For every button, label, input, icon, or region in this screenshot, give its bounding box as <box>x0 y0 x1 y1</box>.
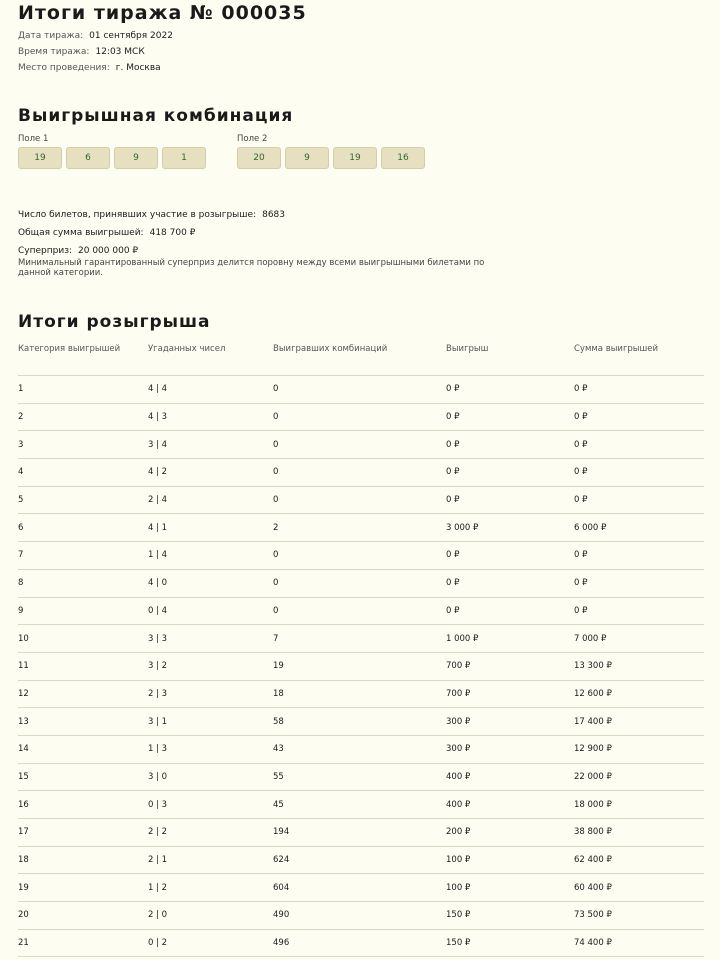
table-row <box>18 459 704 487</box>
table-cell: 21 <box>18 929 148 957</box>
table-cell: 604 <box>273 874 446 902</box>
results-table <box>18 344 704 957</box>
table-cell: 3 | 1 <box>148 708 273 736</box>
table-cell: 0 ₽ <box>574 486 704 514</box>
ball: 16 <box>381 147 425 169</box>
table-cell: 13 300 ₽ <box>574 652 704 680</box>
table-cell: 0 ₽ <box>446 376 574 404</box>
combination-title: Выигрышная комбинация <box>18 106 294 126</box>
draw-place <box>18 63 161 73</box>
draw-time-value: 12:03 МСК <box>95 47 145 57</box>
table-cell: 7 <box>273 625 446 653</box>
table-row <box>18 735 704 763</box>
table-cell: 0 ₽ <box>446 459 574 487</box>
table-cell: 2 | 1 <box>148 846 273 874</box>
table-cell: 5 <box>18 486 148 514</box>
table-cell: 74 400 ₽ <box>574 929 704 957</box>
total-winnings-label: Общая сумма выигрышей: <box>18 228 144 238</box>
table-cell: 55 <box>273 763 446 791</box>
table-cell: 22 000 ₽ <box>574 763 704 791</box>
table-cell: 62 400 ₽ <box>574 846 704 874</box>
table-row <box>18 652 704 680</box>
column-header: Угаданных чисел <box>148 344 273 376</box>
table-cell: 1 | 2 <box>148 874 273 902</box>
table-cell: 0 ₽ <box>574 376 704 404</box>
table-row <box>18 376 704 404</box>
ball: 9 <box>114 147 158 169</box>
table-cell: 18 <box>18 846 148 874</box>
table-row <box>18 791 704 819</box>
table-row <box>18 514 704 542</box>
table-cell: 0 ₽ <box>446 569 574 597</box>
table-cell: 0 | 3 <box>148 791 273 819</box>
table-cell: 700 ₽ <box>446 652 574 680</box>
table-cell: 7 <box>18 542 148 570</box>
column-header: Выигрыш <box>446 344 574 376</box>
table-cell: 0 ₽ <box>446 431 574 459</box>
table-row <box>18 708 704 736</box>
table-cell: 0 <box>273 431 446 459</box>
table-row <box>18 680 704 708</box>
table-cell: 0 ₽ <box>446 597 574 625</box>
table-cell: 624 <box>273 846 446 874</box>
table-cell: 0 <box>273 403 446 431</box>
table-cell: 0 ₽ <box>574 597 704 625</box>
table-cell: 150 ₽ <box>446 929 574 957</box>
table-cell: 4 <box>18 459 148 487</box>
table-row <box>18 819 704 847</box>
draw-time-label: Время тиража: <box>18 47 90 57</box>
column-header: Выигравших комбинаций <box>273 344 446 376</box>
table-cell: 60 400 ₽ <box>574 874 704 902</box>
table-cell: 2 <box>273 514 446 542</box>
table-cell: 2 | 2 <box>148 819 273 847</box>
table-cell: 19 <box>273 652 446 680</box>
table-cell: 18 000 ₽ <box>574 791 704 819</box>
table-cell: 400 ₽ <box>446 763 574 791</box>
table-cell: 13 <box>18 708 148 736</box>
table-cell: 3 | 3 <box>148 625 273 653</box>
table-cell: 3 <box>18 431 148 459</box>
total-winnings-value: 418 700 ₽ <box>149 228 196 238</box>
page-title: Итоги тиража № 000035 <box>18 2 307 24</box>
table-cell: 0 <box>273 459 446 487</box>
table-cell: 100 ₽ <box>446 874 574 902</box>
table-cell: 1 000 ₽ <box>446 625 574 653</box>
table-cell: 3 000 ₽ <box>446 514 574 542</box>
table-row <box>18 929 704 957</box>
tickets-count-value: 8683 <box>262 210 286 220</box>
table-cell: 14 <box>18 735 148 763</box>
table-cell: 2 | 0 <box>148 902 273 930</box>
table-row <box>18 625 704 653</box>
ball: 19 <box>18 147 62 169</box>
table-cell: 490 <box>273 902 446 930</box>
ball: 6 <box>66 147 110 169</box>
table-cell: 194 <box>273 819 446 847</box>
table-cell: 17 400 ₽ <box>574 708 704 736</box>
superprize <box>18 246 138 256</box>
table-cell: 0 ₽ <box>446 486 574 514</box>
table-cell: 16 <box>18 791 148 819</box>
draw-place-value: г. Москва <box>115 63 161 73</box>
table-cell: 43 <box>273 735 446 763</box>
table-cell: 38 800 ₽ <box>574 819 704 847</box>
tickets-count <box>18 210 285 220</box>
table-cell: 58 <box>273 708 446 736</box>
ball: 9 <box>285 147 329 169</box>
table-cell: 11 <box>18 652 148 680</box>
table-cell: 3 | 4 <box>148 431 273 459</box>
table-cell: 73 500 ₽ <box>574 902 704 930</box>
table-cell: 0 ₽ <box>574 403 704 431</box>
table-cell: 0 ₽ <box>446 403 574 431</box>
table-cell: 2 <box>18 403 148 431</box>
table-cell: 0 <box>273 376 446 404</box>
draw-date-label: Дата тиража: <box>18 31 84 41</box>
table-cell: 3 | 0 <box>148 763 273 791</box>
table-cell: 2 | 3 <box>148 680 273 708</box>
field1-label: Поле 1 <box>18 134 49 144</box>
table-row <box>18 403 704 431</box>
table-cell: 9 <box>18 597 148 625</box>
table-cell: 19 <box>18 874 148 902</box>
table-cell: 2 | 4 <box>148 486 273 514</box>
table-cell: 1 | 3 <box>148 735 273 763</box>
table-row <box>18 542 704 570</box>
table-row <box>18 763 704 791</box>
table-cell: 0 ₽ <box>574 542 704 570</box>
table-cell: 45 <box>273 791 446 819</box>
ball: 1 <box>162 147 206 169</box>
table-cell: 100 ₽ <box>446 846 574 874</box>
table-cell: 4 | 4 <box>148 376 273 404</box>
table-cell: 1 | 4 <box>148 542 273 570</box>
results-table-body <box>18 376 704 957</box>
table-cell: 0 <box>273 597 446 625</box>
table-cell: 4 | 1 <box>148 514 273 542</box>
table-cell: 7 000 ₽ <box>574 625 704 653</box>
table-cell: 18 <box>273 680 446 708</box>
table-header-row <box>18 344 704 376</box>
table-cell: 12 900 ₽ <box>574 735 704 763</box>
table-cell: 300 ₽ <box>446 708 574 736</box>
table-cell: 4 | 3 <box>148 403 273 431</box>
table-cell: 0 <box>273 569 446 597</box>
results-title: Итоги розыгрыша <box>18 312 211 332</box>
table-cell: 12 600 ₽ <box>574 680 704 708</box>
ball: 19 <box>333 147 377 169</box>
column-header: Категория выигрышей <box>18 344 148 376</box>
table-cell: 10 <box>18 625 148 653</box>
table-row <box>18 597 704 625</box>
table-cell: 0 | 4 <box>148 597 273 625</box>
superprize-note: Минимальный гарантированный суперприз делится поровну между всеми выигрышными билетами по данной категории. <box>18 258 485 278</box>
table-cell: 1 <box>18 376 148 404</box>
total-winnings <box>18 228 195 238</box>
table-cell: 200 ₽ <box>446 819 574 847</box>
table-row <box>18 846 704 874</box>
table-cell: 0 ₽ <box>574 431 704 459</box>
table-cell: 12 <box>18 680 148 708</box>
ball: 20 <box>237 147 281 169</box>
table-cell: 4 | 2 <box>148 459 273 487</box>
table-row <box>18 486 704 514</box>
table-cell: 0 ₽ <box>574 459 704 487</box>
table-cell: 0 <box>273 542 446 570</box>
table-row <box>18 902 704 930</box>
table-cell: 17 <box>18 819 148 847</box>
table-cell: 6 <box>18 514 148 542</box>
table-cell: 0 <box>273 486 446 514</box>
superprize-value: 20 000 000 ₽ <box>78 246 139 256</box>
table-cell: 4 | 0 <box>148 569 273 597</box>
table-row <box>18 569 704 597</box>
table-cell: 6 000 ₽ <box>574 514 704 542</box>
table-cell: 150 ₽ <box>446 902 574 930</box>
draw-place-label: Место проведения: <box>18 63 110 73</box>
table-cell: 0 | 2 <box>148 929 273 957</box>
field2-numbers <box>237 147 425 169</box>
table-cell: 20 <box>18 902 148 930</box>
table-cell: 0 ₽ <box>446 542 574 570</box>
table-cell: 15 <box>18 763 148 791</box>
draw-date-value: 01 сентября 2022 <box>89 31 173 41</box>
draw-date <box>18 31 173 41</box>
table-cell: 400 ₽ <box>446 791 574 819</box>
table-cell: 8 <box>18 569 148 597</box>
table-row <box>18 874 704 902</box>
table-cell: 0 ₽ <box>574 569 704 597</box>
field2-label: Поле 2 <box>237 134 268 144</box>
tickets-count-label: Число билетов, принявших участие в розыгрыше: <box>18 210 257 220</box>
table-cell: 300 ₽ <box>446 735 574 763</box>
table-cell: 700 ₽ <box>446 680 574 708</box>
draw-time <box>18 47 145 57</box>
column-header: Сумма выигрышей <box>574 344 704 376</box>
table-cell: 3 | 2 <box>148 652 273 680</box>
superprize-label: Суперприз: <box>18 246 73 256</box>
table-cell: 496 <box>273 929 446 957</box>
field1-numbers <box>18 147 206 169</box>
table-row <box>18 431 704 459</box>
